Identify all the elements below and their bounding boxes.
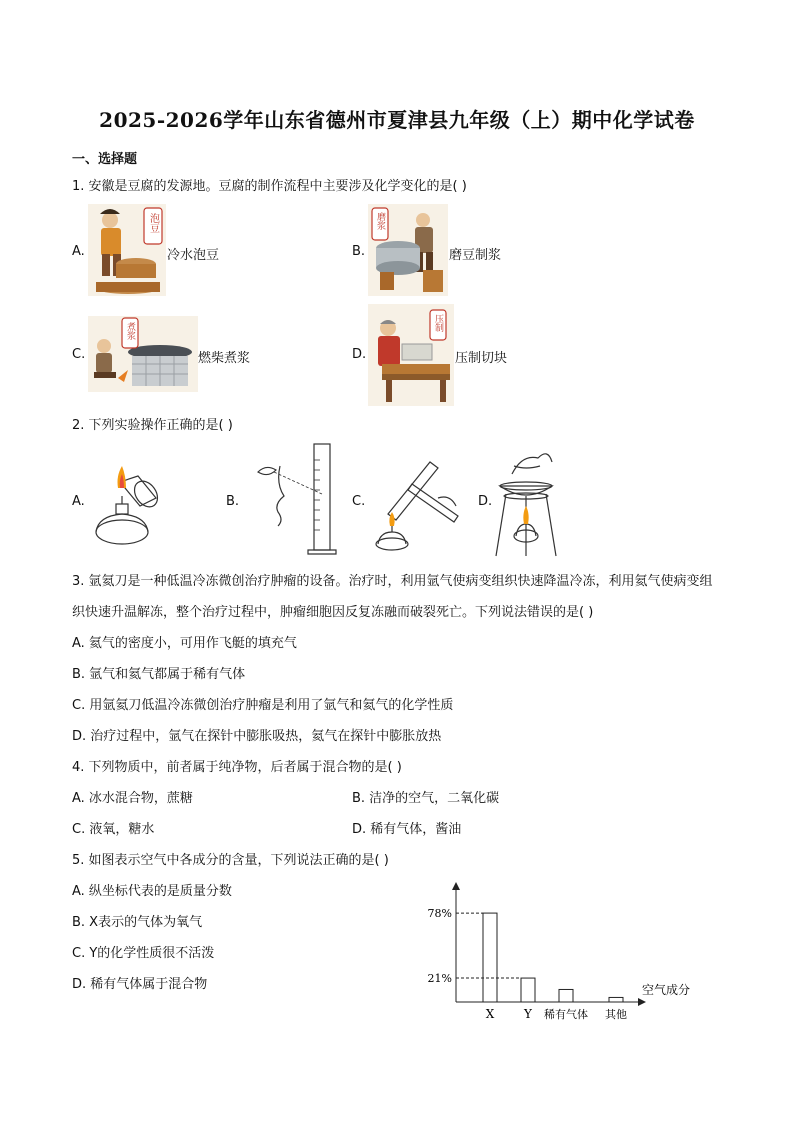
q5-option-d[interactable]: D. 稀有气体属于混合物	[72, 977, 208, 992]
question-1-stem: 1. 安徽是豆腐的发源地。豆腐的制作流程中主要涉及化学变化的是( )	[72, 179, 467, 194]
test-tube-heating-diagram	[368, 454, 468, 554]
q1-option-a-text: 冷水泡豆	[167, 248, 220, 263]
question-2-stem: 2. 下列实验操作正确的是( )	[72, 418, 233, 433]
q4-option-c[interactable]: C. 液氧，糖水	[72, 822, 155, 837]
q1-badge-a	[144, 208, 162, 244]
badge-d-text: 压制	[433, 314, 443, 332]
graduated-cylinder-reading-diagram	[244, 440, 348, 558]
y-tick-label-1: 21%	[427, 972, 452, 986]
q4-option-a[interactable]: A. 冰水混合物，蔗糖	[72, 791, 193, 806]
q4-option-b[interactable]: B. 洁净的空气，二氧化碳	[352, 791, 500, 806]
alcohol-lamp-lighting-diagram	[86, 458, 168, 548]
pressing-tofu-illustration	[368, 304, 454, 406]
q5-option-a[interactable]: A. 纵坐标代表的是质量分数	[72, 884, 232, 899]
q3-option-c[interactable]: C. 用氩氦刀低温冷冻微创治疗肿瘤是利用了氩气和氦气的化学性质	[72, 698, 454, 713]
q2-option-d-letter: D.	[478, 494, 493, 509]
boiling-pulp-illustration	[88, 316, 198, 392]
q3-option-a[interactable]: A. 氦气的密度小，可用作飞艇的填充气	[72, 636, 297, 651]
bar-2	[559, 989, 573, 1002]
bar-0	[483, 913, 497, 1002]
question-5-stem: 5. 如图表示空气中各成分的含量，下列说法正确的是( )	[72, 853, 389, 868]
y-tick-label-0: 78%	[427, 907, 452, 921]
bar-3	[609, 997, 623, 1002]
x-tick-label-3: 其他	[605, 1008, 627, 1021]
q4-option-d[interactable]: D. 稀有气体，酱油	[352, 822, 462, 837]
page-title: 2025-2026学年山东省德州市夏津县九年级（上）期中化学试卷	[99, 108, 695, 132]
q2-option-c-letter: C.	[352, 494, 366, 509]
q1-option-d-text: 压制切块	[455, 351, 508, 366]
section-heading: 一、选择题	[72, 152, 138, 167]
q1-option-c-text: 燃柴煮浆	[198, 351, 251, 366]
bar-1	[521, 978, 535, 1002]
question-3-stem: 3. 氩氦刀是一种低温冷冻微创治疗肿瘤的设备。治疗时，利用氩气使病变组织快速降温冷冻，利用氦气使病变组织快速升温解冻，整个治疗过程中，肿瘤细胞因反复冻融而破裂死亡。下列说法错误的是( )	[72, 574, 713, 620]
q1-option-d-letter: D.	[352, 347, 367, 362]
q1-option-b-letter: B.	[352, 244, 366, 259]
grinding-beans-illustration	[368, 204, 448, 296]
evaporating-dish-diagram	[492, 444, 560, 560]
question-4-stem: 4. 下列物质中，前者属于纯净物，后者属于混合物的是( )	[72, 760, 402, 775]
q1-badge-c	[122, 318, 138, 348]
x-tick-label-0: X	[485, 1007, 495, 1021]
q1-badge-d	[430, 310, 446, 340]
q1-option-c-letter: C.	[72, 347, 86, 362]
q1-badge-b	[372, 208, 388, 240]
q2-option-b-letter: B.	[226, 494, 240, 509]
x-tick-label-1: Y	[524, 1007, 532, 1021]
badge-b-text: 磨浆	[375, 212, 385, 230]
x-tick-label-2: 稀有气体	[544, 1008, 588, 1021]
q2-option-a-letter: A.	[72, 494, 85, 509]
soaking-beans-illustration	[88, 204, 166, 296]
air-composition-chart	[420, 880, 710, 1025]
q1-option-a-letter: A.	[72, 244, 85, 259]
q3-option-d[interactable]: D. 治疗过程中，氩气在探针中膨胀吸热，氦气在探针中膨胀放热	[72, 729, 442, 744]
badge-c-text: 煮浆	[125, 322, 135, 340]
x-axis-label: 空气成分	[642, 983, 691, 997]
q5-option-b[interactable]: B. X表示的气体为氧气	[72, 915, 203, 930]
q1-option-b-text: 磨豆制浆	[449, 248, 502, 263]
q3-option-b[interactable]: B. 氩气和氦气都属于稀有气体	[72, 667, 246, 682]
badge-a-text: 泡豆	[147, 213, 159, 233]
q5-option-c[interactable]: C. Y的化学性质很不活泼	[72, 946, 215, 961]
